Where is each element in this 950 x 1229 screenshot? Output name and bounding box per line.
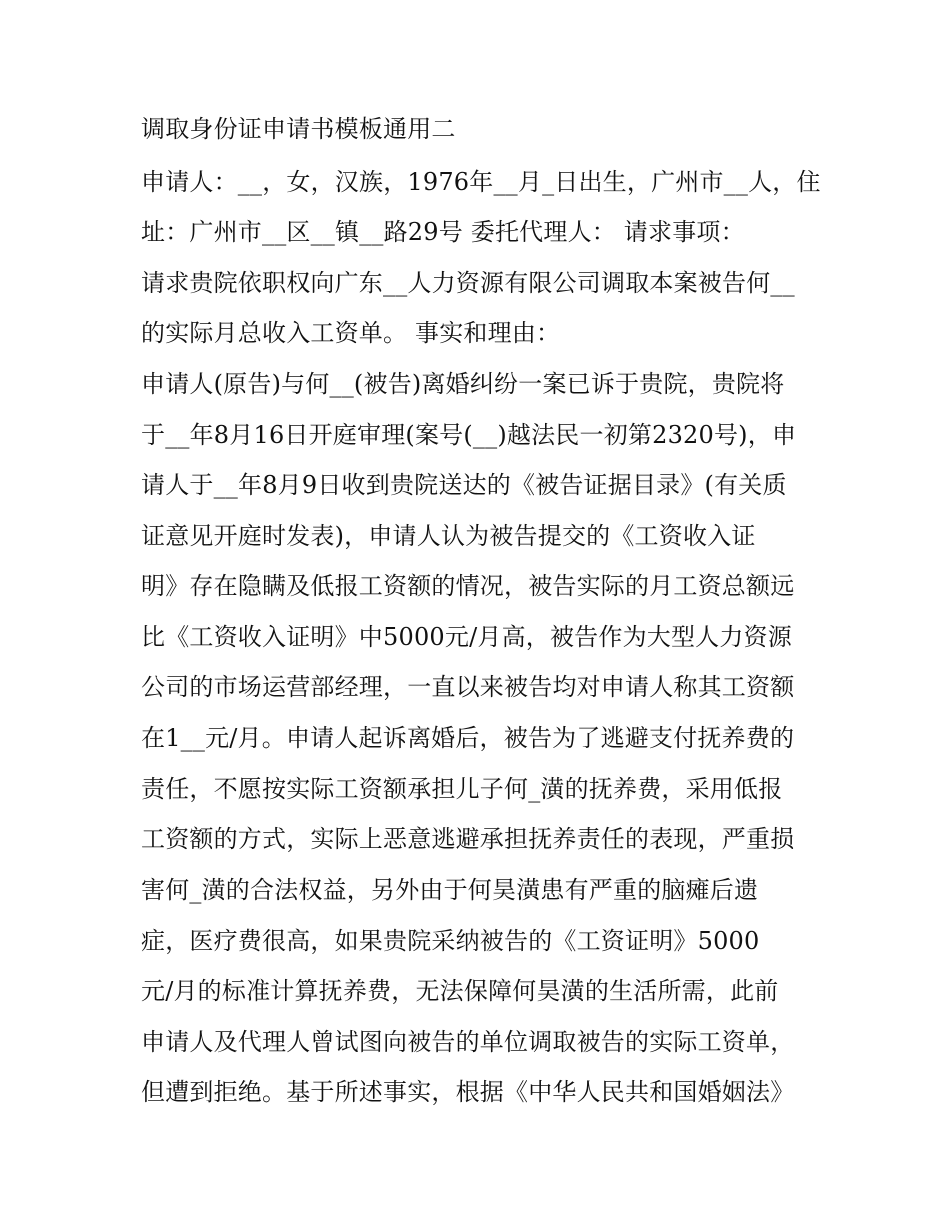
text-line-6: 于__年8月16日开庭审理(案号(__)越法民一初第2320号)，申 (141, 421, 797, 449)
document-title: 调取身份证申请书模板通用二 (141, 115, 456, 143)
text-line-3: 请求贵院依职权向广东__人力资源有限公司调取本案被告何__ (141, 269, 795, 297)
text-line-2: 址：广州市__区__镇__路29号 委托代理人： 请求事项： (141, 218, 745, 246)
text-line-19: 但遭到拒绝。基于所述事实，根据《中华人民共和国婚姻法》 (141, 1078, 795, 1106)
text-line-11: 公司的市场运营部经理，一直以来被告均对申请人称其工资额 (141, 673, 795, 701)
text-line-9: 明》存在隐瞒及低报工资额的情况，被告实际的月工资总额远 (141, 572, 795, 600)
text-line-1: 申请人：__，女，汉族，1976年__月_日出生，广州市__人，住 (141, 168, 821, 196)
text-line-7: 请人于__年8月9日收到贵院送达的《被告证据目录》(有关质 (141, 471, 787, 499)
text-line-4: 的实际月总收入工资单。 事实和理由： (141, 319, 561, 347)
text-line-16: 症，医疗费很高，如果贵院采纳被告的《工资证明》5000 (141, 927, 760, 955)
text-line-12: 在1__元/月。申请人起诉离婚后，被告为了逃避支付抚养费的 (141, 724, 795, 752)
text-line-17: 元/月的标准计算抚养费，无法保障何昊潢的生活所需，此前 (141, 977, 779, 1005)
text-line-10: 比《工资收入证明》中5000元/月高，被告作为大型人力资源 (141, 623, 792, 651)
text-line-13: 责任，不愿按实际工资额承担儿子何_潢的抚养费，采用低报 (141, 775, 783, 803)
text-line-14: 工资额的方式，实际上恶意逃避承担抚养责任的表现，严重损 (141, 825, 795, 853)
text-line-18: 申请人及代理人曾试图向被告的单位调取被告的实际工资单， (141, 1028, 795, 1056)
text-line-8: 证意见开庭时发表)，申请人认为被告提交的《工资收入证 (141, 522, 756, 550)
text-line-15: 害何_潢的合法权益，另外由于何昊潢患有严重的脑瘫后遗 (141, 876, 759, 904)
text-line-5: 申请人(原告)与何__(被告)离婚纠纷一案已诉于贵院，贵院将 (141, 370, 785, 398)
